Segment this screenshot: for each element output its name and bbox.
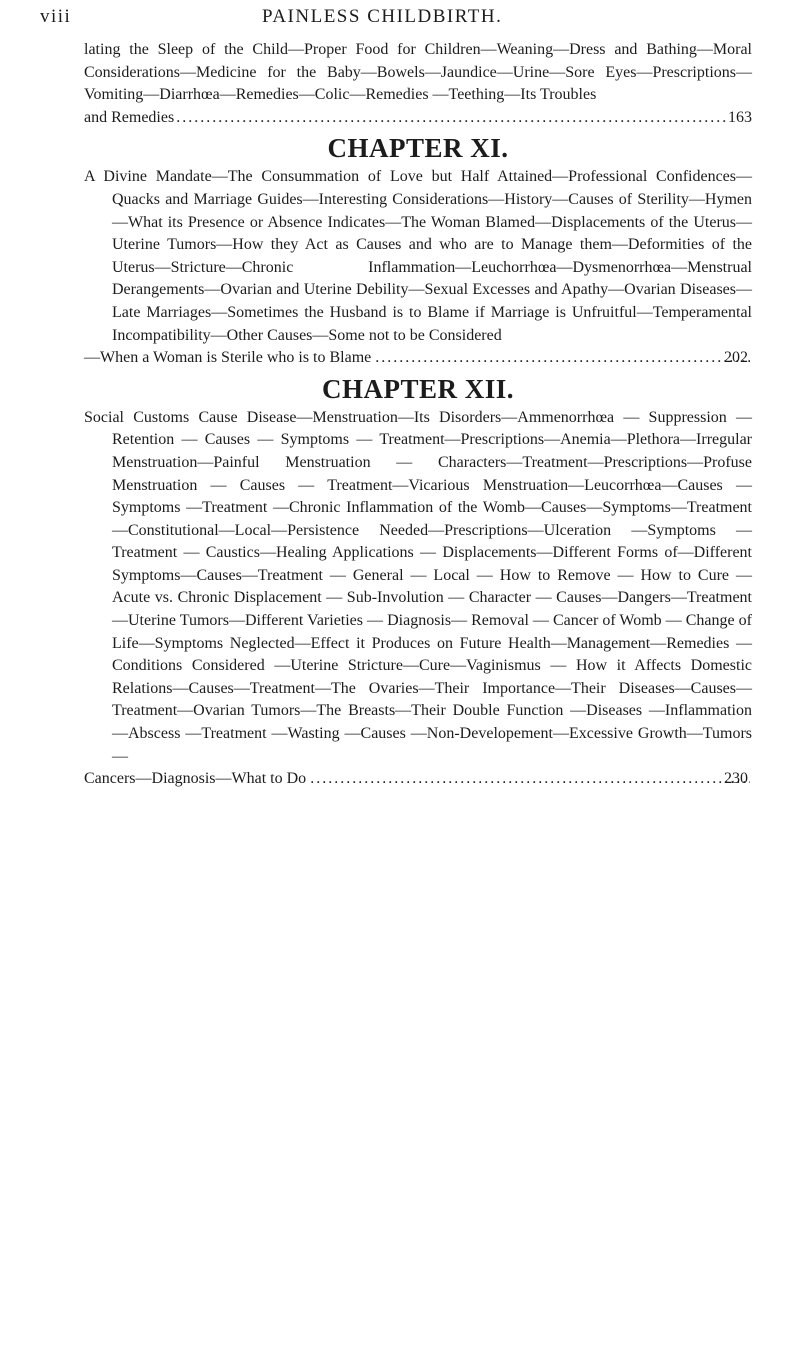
- toc-entry-line: Cancers—Diagnosis—What to Do ..... 230: [112, 768, 752, 791]
- toc-entry-line: —When a Woman is Sterile who is to Blame ..... 202: [112, 347, 752, 370]
- dot-leader: [308, 768, 750, 791]
- toc-page-number: 163: [728, 108, 752, 126]
- toc-topics: Social Customs Cause Disease—Menstruation—Its Disorders—Ammenorrhœa — Suppression — Retention — Causes — Symptoms — Treatment—Prescriptions—Anemia—Plethora—Irregular Menstruation—Painful Menstruation — Characters—Treatment—Prescriptions—Profuse Menstruation — Causes — Treatment—Vicarious Menstruation—Leucorrhœa—Causes —Symptoms —Treatment —Chronic Inflammation of the Womb—Causes—Symptoms—Treatment—Constitutional—Local—Persistence Needed—Prescriptions—Ulceration —Symptoms —Treatment — Caustics—Healing Applications — Displacements—Different Forms of—Different Symptoms—Causes—Treatment — General — Local — How to Remove — How to Cure — Acute vs. Chronic Displacement — Sub-Involution — Character — Causes—Dangers—Treatment—Uterine Tumors—Different Varieties — Diagnosis— Removal — Cancer of Womb — Change of Life—Symptoms Neglected—Effect it Produces on Future Health—Management—Remedies — Conditions Considered —Uterine Stricture—Cure—Vaginismus — How it Affects Domestic Relations—Causes—Treatment—The Ovaries—Their Importance—Their Diseases—Causes—Treatment—Ovarian Tumors—The Breasts—Their Double Function —Diseases —Inflammation —Abscess —Treatment —Wasting —Causes —Non-Developement—Excessive Growth—Tumors—: [84, 408, 752, 765]
- toc-section-text: [84, 39, 752, 129]
- toc-section-chapter-xi: [84, 129, 752, 369]
- toc-last-topic: Cancers—Diagnosis—What to Do: [84, 770, 307, 788]
- toc-last-topic: and Remedies: [84, 108, 175, 126]
- running-title: PAINLESS CHILDBIRTH.: [262, 6, 503, 27]
- toc-topics: A Divine Mandate—The Consummation of Love but Half Attained—Professional Confidences—Quacks and Marriage Guides—Interesting Considerations—History—Causes of Sterility—Hymen—What its Presence or Absence Indicates—The Woman Blamed—Displacements of the Uterus—Uterine Tumors—How they Act as Causes and who are to Manage them—Deformities of the Uterus—Stricture—Chronic Inflammation—Leuchorrhœa—Dysmenorrhœa—Menstrual Derangements—Ovarian and Uterine Debility—Sexual Excesses and Apathy—Ovarian Diseases—Late Marriages—Sometimes the Husband is to Blame if Marriage is Unfruitful—Temperamental Incompatibility—Other Causes—Some not to be Considered: [84, 168, 752, 344]
- dot-leader: [176, 107, 726, 130]
- chapter-heading: CHAPTER XII.: [321, 373, 515, 404]
- table-of-contents: [84, 39, 752, 791]
- toc-section-text: [84, 407, 752, 791]
- dot-leader: [373, 347, 750, 370]
- page-number: viii: [40, 6, 72, 27]
- toc-topics: lating the Sleep of the Child—Proper Food for Children—Weaning—Dress and Bathing—Moral Considerations—Medicine for the Baby—Bowels—Jaundice—Urine—Sore Eyes—Prescriptions—Vomiting—Diarrhœa—Remedies—Colic—Remedies —Teething—Its Troubles: [84, 41, 752, 104]
- running-head: [40, 6, 760, 32]
- toc-entry-line: [84, 107, 752, 130]
- toc-last-topic: —When a Woman is Sterile who is to Blame: [84, 349, 372, 367]
- chapter-heading: CHAPTER XI.: [327, 133, 509, 164]
- toc-section-chapter-xii: [84, 370, 752, 791]
- toc-section-text: [84, 166, 752, 369]
- toc-section-chapter-x-continued: [84, 39, 752, 129]
